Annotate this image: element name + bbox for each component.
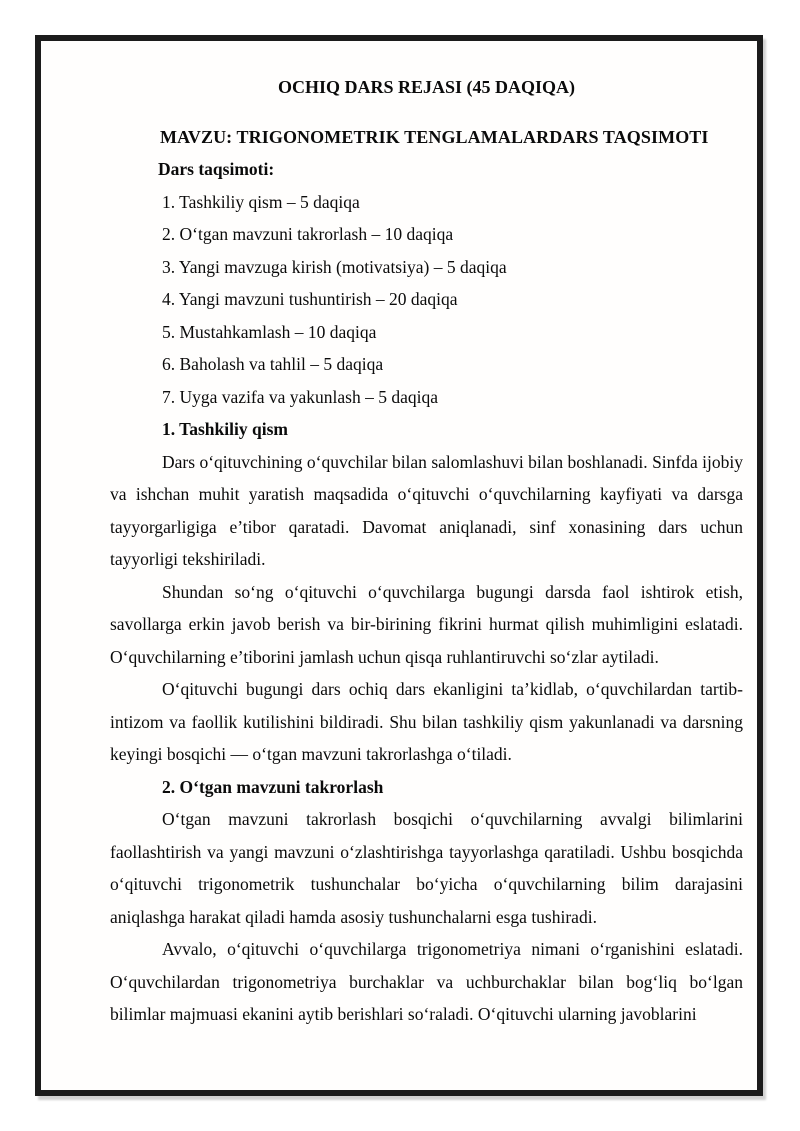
page-border-frame <box>35 35 763 1096</box>
paragraph: Dars o‘qituvchining o‘quvchilar bilan salomlashuvi bilan boshlanadi. Sinfda ijobiy va ishchan muhit yaratish maqsadida o‘qituvchi o‘quvchilarning kayfiyati va darsga tayyorgarligiga e’tibor qaratadi. Davomat aniqlanadi, sinf xonasining dars uchun tayyorligi tekshiriladi. <box>110 451 743 569</box>
schedule-item-7: 7. Uyga vazifa va yakunlash – 5 daqiqa <box>162 386 439 407</box>
paragraph: Shundan so‘ng o‘qituvchi o‘quvchilarga bugungi darsda faol ishtirok etish, savollarga erkin javob berish va bir-birining fikrini hurmat qilish muhimligini eslatadi. O‘quvchilarning e’tiborini jamlash uchun qisqa ruhlantiruvchi so‘zlar aytiladi. <box>110 581 743 667</box>
schedule-item-4: 4. Yangi mavzuni tushuntirish – 20 daqiqa <box>162 289 458 309</box>
page-title: OCHIQ DARS REJASI (45 DAQIQA) <box>277 77 576 97</box>
schedule-item-5: 5. Mustahkamlash – 10 daqiqa <box>162 321 377 342</box>
paragraph: Avvalo, o‘qituvchi o‘quvchilarga trigonometriya nimani o‘rganishini eslatadi. O‘quvchilardan trigonometriya burchaklar va uchburchaklar bilan bog‘liq bo‘lgan bilimlar majmuasi ekanini aytib berishlari so‘raladi. O‘qituvchi ularning javoblarini <box>110 939 743 1024</box>
paragraph: O‘qituvchi bugungi dars ochiq dars ekanligini ta’kidlab, o‘quvchilardan tartib-intizom va faollik kutilishini bildiradi. Shu bilan tashkiliy qism yakunlanadi va darsning keyingi bosqichi — o‘tgan mavzuni takrorlashga o‘tiladi. <box>110 679 743 764</box>
schedule-item-3: 3. Yangi mavzuga kirish (motivatsiya) – 5 daqiqa <box>162 256 507 277</box>
section-heading-tashkiliy-qism: 1. Tashkiliy qism <box>162 419 288 439</box>
schedule-label: Dars taqsimoti: <box>158 159 275 179</box>
document-content <box>110 71 743 1031</box>
paragraph: O‘tgan mavzuni takrorlash bosqichi o‘quvchilarning avvalgi bilimlarini faollashtirish va yangi mavzuni o‘zlashtirishga tayyorlashga qaratiladi. Ushbu bosqichda o‘qituvchi trigonometrik tushunchalar bo‘yicha o‘quvchilarning bilim darajasini aniqlashga harakat qiladi hamda asosiy tushunchalarni esga tushiradi. <box>110 809 743 927</box>
schedule-item-2: 2. O‘tgan mavzuni takrorlash – 10 daqiqa <box>162 224 454 244</box>
schedule-item-1: 1. Tashkiliy qism – 5 daqiqa <box>162 191 360 212</box>
topic-line: MAVZU: TRIGONOMETRIK TENGLAMALARDARS TAQSIMOTI <box>160 126 709 147</box>
section-heading-otgan-mavzuni-takrorlash: 2. O‘tgan mavzuni takrorlash <box>162 776 384 797</box>
schedule-item-6: 6. Baholash va tahlil – 5 daqiqa <box>162 354 384 374</box>
